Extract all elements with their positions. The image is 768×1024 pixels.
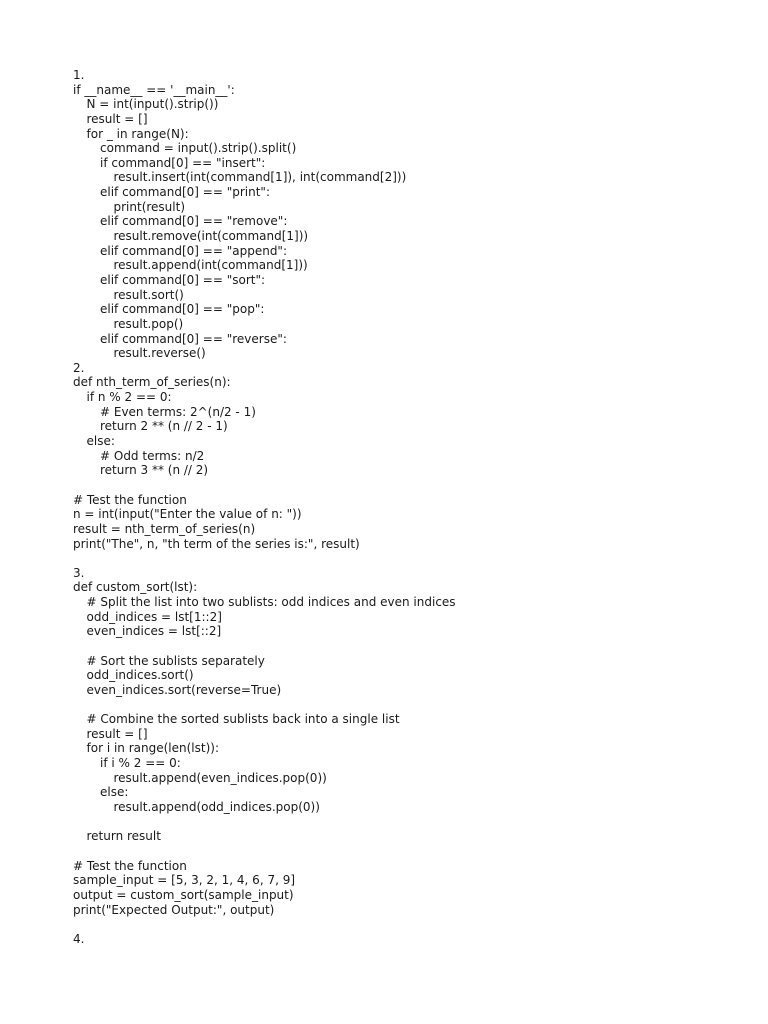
code-line: # Split the list into two sublists: odd indices and even indices [86,595,456,610]
code-line: def custom_sort(lst): [73,580,198,595]
code-line: 1. [73,68,85,82]
code-line: result = [] [86,726,148,741]
code-line: elif command[0] == "reverse": [100,331,287,346]
code-line: command = input().strip().split() [100,141,297,156]
code-line: return 2 ** (n // 2 - 1) [100,419,228,434]
code-line: print("The", n, "th term of the series is:", result) [73,536,360,551]
blank-line [73,551,733,566]
code-line: result.remove(int(command[1])) [113,229,309,244]
code-line: output = custom_sort(sample_input) [73,887,294,902]
code-line: even_indices.sort(reverse=True) [86,682,282,697]
code-line: odd_indices.sort() [86,668,194,683]
code-line: elif command[0] == "pop": [100,302,265,317]
blank-line [73,844,733,859]
code-line: result.reverse() [113,346,206,361]
blank-line [73,639,733,654]
code-line: 3. [73,565,85,580]
code-line: elif command[0] == "print": [100,185,270,200]
code-line: even_indices = lst[::2] [86,624,222,639]
code-line: N = int(input().strip()) [86,97,219,112]
code-line: if i % 2 == 0: [100,756,181,771]
code-line: result.append(odd_indices.pop(0)) [113,800,320,815]
code-line: print(result) [113,199,186,214]
code-line: if __name__ == '__main__': [73,82,235,97]
code-line: 4. [73,931,85,946]
code-line: return 3 ** (n // 2) [100,463,209,478]
code-line: # Combine the sorted sublists back into a single list [86,712,400,727]
code-line: odd_indices = lst[1::2] [86,609,222,624]
code-line: result.sort() [113,287,184,302]
blank-line [73,478,733,493]
code-line: n = int(input("Enter the value of n: ")) [73,507,302,522]
code-line: print("Expected Output:", output) [73,902,275,917]
code-listing [73,68,733,946]
code-line: if n % 2 == 0: [86,390,172,405]
code-line: # Test the function [73,858,187,873]
code-line: for i in range(len(lst)): [86,741,219,756]
code-line: # Sort the sublists separately [86,653,265,668]
code-line: # Odd terms: n/2 [100,448,205,463]
code-line: result.append(even_indices.pop(0)) [113,770,327,785]
code-line: else: [86,434,115,449]
code-line: # Test the function [73,492,187,507]
code-line: # Even terms: 2^(n/2 - 1) [100,404,256,419]
blank-line [73,698,733,713]
code-line: 2. [73,360,85,375]
code-line: elif command[0] == "sort": [100,272,266,287]
code-line: result.append(int(command[1])) [113,258,308,273]
code-line: else: [100,785,129,800]
code-line: elif command[0] == "append": [100,243,287,258]
code-line: result.pop() [113,316,184,331]
code-line: result = [] [86,111,148,126]
code-line: result = nth_term_of_series(n) [73,521,256,536]
code-line: result.insert(int(command[1]), int(command[2])) [113,170,407,185]
code-line: if command[0] == "insert": [100,155,266,170]
blank-line [73,917,733,932]
code-line: return result [86,829,161,844]
code-line: def nth_term_of_series(n): [73,375,231,390]
code-line: for _ in range(N): [86,126,189,141]
code-line: elif command[0] == "remove": [100,214,288,229]
code-line: sample_input = [5, 3, 2, 1, 4, 6, 7, 9] [73,873,296,888]
blank-line [73,815,733,830]
